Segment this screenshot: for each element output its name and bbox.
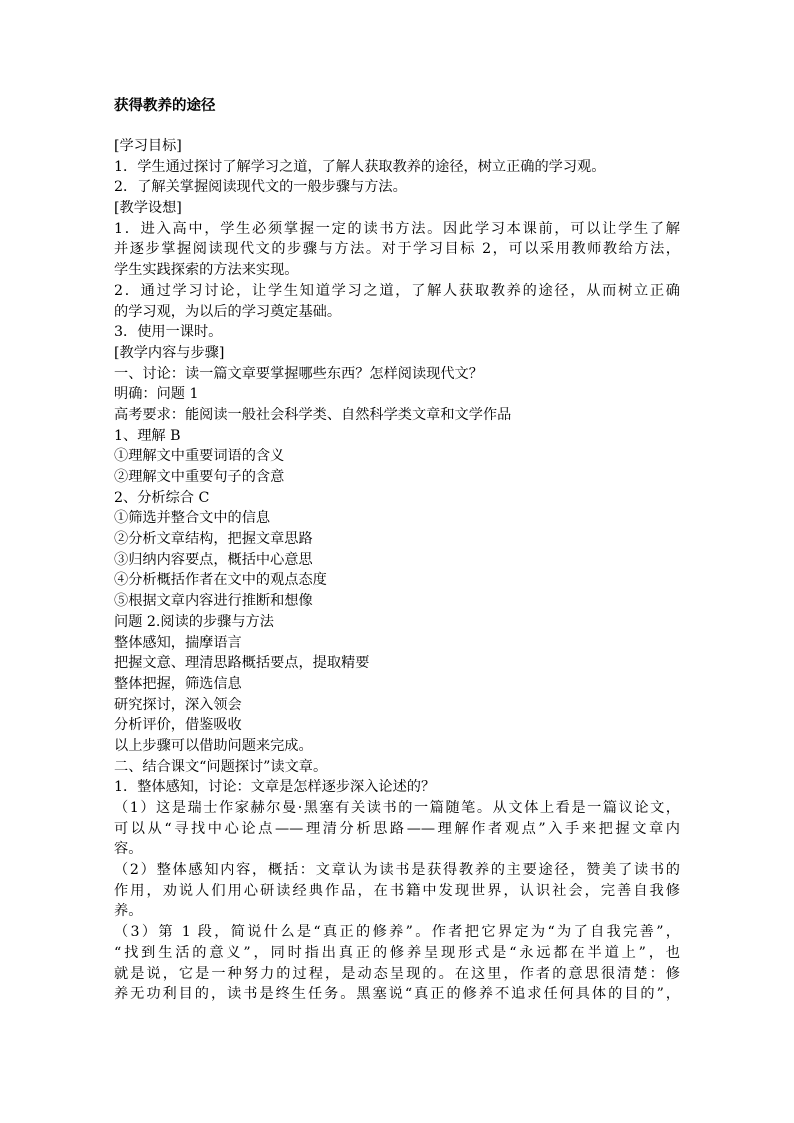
text-line: 高考要求：能阅读一般社会科学类、自然科学类文章和文学作品 xyxy=(114,406,512,423)
text-line: 二、结合课文“问题探讨”读文章。 xyxy=(114,758,328,775)
text-line: ①理解文中重要词语的含义 xyxy=(114,448,285,465)
text-line: 学生实践探索的方法来实现。 xyxy=(114,262,299,279)
text-line: 2．了解关掌握阅读现代文的一般步骤与方法。 xyxy=(114,179,407,196)
text-line: ③归纳内容要点，概括中心意思 xyxy=(114,551,313,568)
text-line: ②理解文中重要句子的含意 xyxy=(114,469,285,485)
text-line: ①筛选并整合文中的信息 xyxy=(114,510,271,527)
text-line: 1．整体感知，讨论：文章是怎样逐步深入论述的？ xyxy=(114,779,436,796)
text-line: 可以从“寻找中心论点——理清分析思路——理解作者观点”入手来把握文章内 xyxy=(114,820,680,837)
text-line: 明确：问题 1 xyxy=(114,386,199,403)
text-line: 以上步骤可以借助问题来完成。 xyxy=(114,737,313,754)
text-line: 1、理解 B xyxy=(114,427,181,444)
text-line: ⑤根据文章内容进行推断和想像 xyxy=(114,593,313,610)
text-line: [学习目标] xyxy=(114,138,182,154)
text-line: 养。 xyxy=(114,903,143,920)
document-body xyxy=(114,136,680,1005)
text-line: （3）第 1 段，简说什么是“真正的修养”。作者把它界定为“为了自我完善”， xyxy=(114,924,680,941)
text-line: 作用，劝说人们用心研读经典作品，在书籍中发现世界，认识社会，完善自我修 xyxy=(114,882,680,899)
text-line: 2、分析综合 C xyxy=(114,489,210,506)
text-line: （2）整体感知内容，概括：文章认为读书是获得教养的主要途径，赞美了读书的 xyxy=(114,862,680,879)
text-line: 养无功利目的，读书是终生任务。黑塞说“真正的修养不追求任何具体的目的”， xyxy=(114,986,680,1003)
text-line: 的学习观，为以后的学习奠定基础。 xyxy=(114,303,342,320)
text-line: 问题 2.阅读的步骤与方法 xyxy=(114,613,274,630)
text-line: “找到生活的意义”，同时指出真正的修养呈现形式是“永远都在半道上”，也 xyxy=(114,944,680,961)
text-line: （1）这是瑞士作家赫尔曼·黑塞有关读书的一篇随笔。从文体上看是一篇议论文， xyxy=(114,800,680,816)
text-line: 并逐步掌握阅读现代文的步骤与方法。对于学习目标 2，可以采用教师教给方法， xyxy=(114,241,680,258)
text-line: ④分析概括作者在文中的观点态度 xyxy=(114,572,327,589)
document-title: 获得教养的途径 xyxy=(114,98,216,114)
text-line: 1．学生通过探讨了解学习之道，了解人获取教养的途径，树立正确的学习观。 xyxy=(114,158,606,175)
text-line: 整体感知，揣摩语言 xyxy=(114,634,242,651)
text-line: [教学设想] xyxy=(114,200,182,217)
text-line: 2．通过学习讨论，让学生知道学习之道，了解人获取教养的途径，从而树立正确 xyxy=(114,282,680,299)
text-line: 1．进入高中，学生必须掌握一定的读书方法。因此学习本课前，可以让学生了解 xyxy=(114,220,680,237)
text-line: 把握文意、理清思路概括要点，提取精要 xyxy=(114,655,370,672)
text-line: 分析评价，借鉴吸收 xyxy=(114,717,242,734)
text-line: 研究探讨，深入领会 xyxy=(114,696,242,713)
text-line: 3．使用一课时。 xyxy=(114,324,223,341)
text-line: 就是说，它是一种努力的过程，是动态呈现的。在这里，作者的意思很清楚：修 xyxy=(114,965,680,982)
text-line: ②分析文章结构，把握文章思路 xyxy=(114,531,313,548)
text-line: 整体把握，筛选信息 xyxy=(114,675,242,692)
text-line: 容。 xyxy=(114,841,143,858)
text-line: 一、讨论：读一篇文章要掌握哪些东西？怎样阅读现代文？ xyxy=(114,365,483,382)
text-line: [教学内容与步骤] xyxy=(114,344,225,361)
